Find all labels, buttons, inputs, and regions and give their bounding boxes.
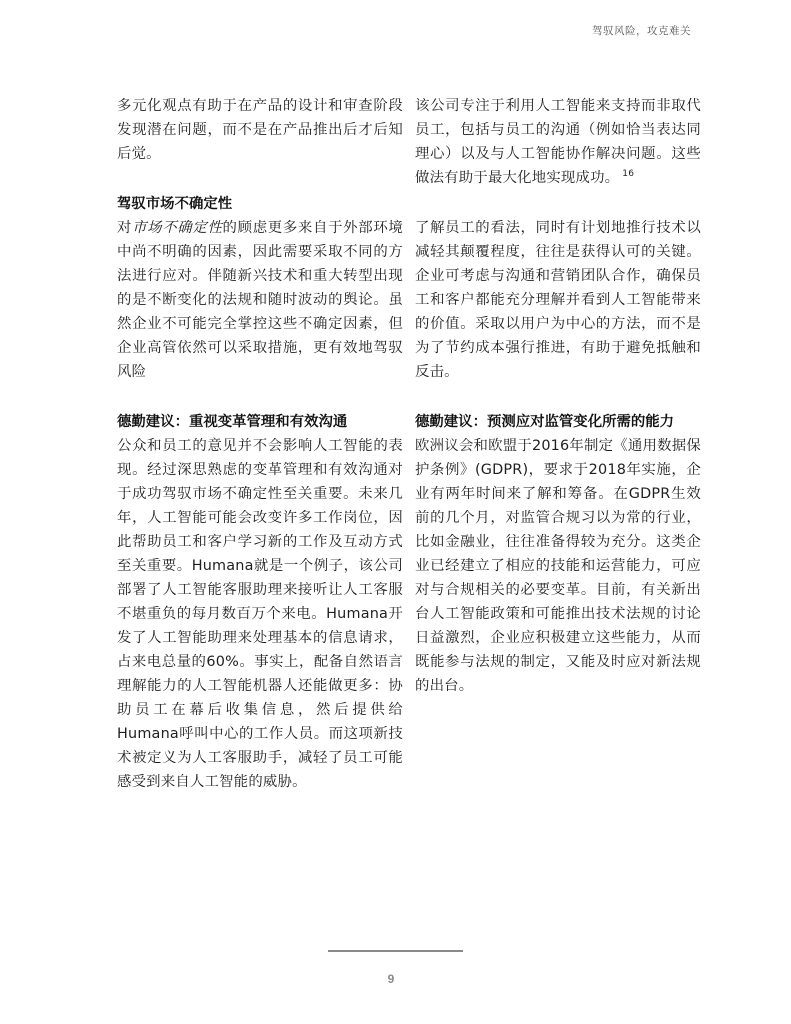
section-market-uncertainty [117, 192, 403, 384]
section-heading: 驾驭市场不确定性 [117, 196, 233, 212]
running-header-title: 驾驭风险，攻克难关 [592, 25, 691, 37]
section-body [117, 216, 403, 384]
intro-paragraph: 多元化观点有助于在产品的设计和审查阶段发现潜在问题，而不是在产品推出后才后知后觉。 [117, 98, 403, 162]
paragraph: 了解员工的看法，同时有计划地推行技术以减轻其颠覆程度，往往是获得认可的关键。企业可考虑与沟通和营销团队合作，确保员工和客户都能充分理解并看到人工智能带来的价值。采取以用户为中心的方法，而不是为了节约成本强行推进，有助于避免抵触和反击。 [415, 220, 701, 380]
section-heading: 德勤建议：预测应对监管变化所需的能力 [415, 414, 675, 430]
section-regulatory-change [415, 410, 701, 698]
footer-divider [328, 950, 463, 952]
page-number: 9 [387, 972, 395, 986]
spacer [415, 190, 701, 216]
section-change-management [117, 410, 403, 794]
body-text: 的顾虑更多来自于外部环境中尚不明确的因素，因此需要采取不同的方法进行应对。伴随新兴技术和重大转型出现的是不断变化的法规和随时波动的舆论。虽然企业不可能完全掌控这些不确定因素，但企业高管依然可以采取措施，更有效地驾驭风险 [117, 220, 403, 380]
section-body: 欧洲议会和欧盟于2016年制定《通用数据保护条例》(GDPR)，要求于2018年实施，企业有两年时间来了解和筹备。在GDPR生效前的几个月，对监管合规习以为常的行业，比如金融业，往往准备得较为充分。这类企业已经建立了相应的技能和运营能力，可应对与合规相关的必要变革。目前，有关新出台人工智能政策和可能推出技术法规的讨论日益激烈，企业应积极建立这些能力，从而既能参与法规的制定，又能及时应对新法规的出台。 [415, 438, 701, 694]
continuation-paragraph [415, 94, 701, 190]
body-text: 该公司专注于利用人工智能来支持而非取代员工，包括与员工的沟通（例如恰当表达同理心）以及与人工智能协作解决问题。这些做法有助于最大化地实现成功。 [415, 98, 701, 186]
lead-text: 对 [117, 220, 133, 236]
spacer [117, 166, 403, 192]
left-column [117, 94, 403, 794]
italic-term: 市场不确定性 [132, 220, 223, 236]
right-column [415, 94, 701, 698]
section-body: 公众和员工的意见并不会影响人工智能的表现。经过深思熟虑的变革管理和有效沟通对于成功驾驭市场不确定性至关重要。未来几年，人工智能可能会改变许多工作岗位，因此帮助员工和客户学习新的工作及互动方式至关重要。Humana就是一个例子，该公司部署了人工智能客服助理来接听让人工客服不堪重负的每月数百万个来电。Humana开发了人工智能助理来处理基本的信息请求，占来电总量的60%。事实上，配备自然语言理解能力的人工智能机器人还能做更多：协助员工在幕后收集信息，然后提供给Humana呼叫中心的工作人员。而这项新技术被定义为人工客服助手，减轻了员工可能感受到来自人工智能的威胁。 [117, 438, 403, 790]
footnote-reference: 16 [622, 169, 635, 180]
section-heading: 德勤建议：重视变革管理和有效沟通 [117, 414, 348, 430]
spacer [415, 384, 701, 410]
spacer [117, 384, 403, 410]
